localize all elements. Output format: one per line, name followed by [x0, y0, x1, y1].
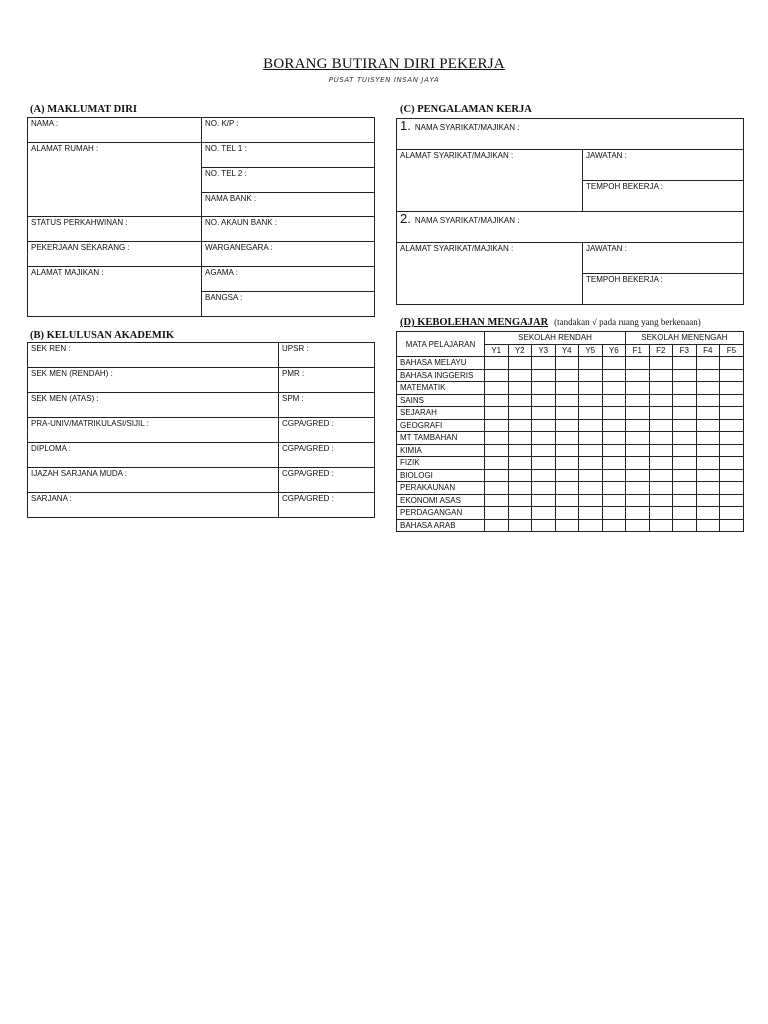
level-header: F4	[696, 344, 720, 357]
tick-cell[interactable]	[532, 394, 556, 407]
tick-cell[interactable]	[696, 394, 720, 407]
tick-cell[interactable]	[720, 394, 744, 407]
entry-1-nama-field[interactable]: 1. NAMA SYARIKAT/MAJIKAN :	[397, 119, 744, 150]
level-header: Y5	[579, 344, 603, 357]
tick-cell[interactable]	[720, 507, 744, 520]
tick-cell[interactable]	[673, 507, 697, 520]
tick-cell[interactable]	[673, 432, 697, 445]
tick-cell[interactable]	[720, 369, 744, 382]
tick-cell[interactable]	[555, 382, 579, 395]
tick-cell[interactable]	[579, 469, 603, 482]
tick-cell[interactable]	[579, 457, 603, 470]
tick-cell[interactable]	[532, 382, 556, 395]
tick-cell[interactable]	[696, 507, 720, 520]
tick-cell[interactable]	[579, 419, 603, 432]
tick-cell[interactable]	[649, 519, 673, 532]
tick-cell[interactable]	[696, 469, 720, 482]
tick-cell[interactable]	[555, 507, 579, 520]
tick-cell[interactable]	[579, 432, 603, 445]
tick-cell[interactable]	[508, 494, 532, 507]
tick-cell[interactable]	[673, 394, 697, 407]
no-tel-2-field[interactable]: NO. TEL 2 :	[202, 168, 375, 193]
tick-cell[interactable]	[579, 369, 603, 382]
tick-cell[interactable]	[555, 394, 579, 407]
tick-cell[interactable]	[720, 519, 744, 532]
subject-row	[397, 407, 744, 420]
tick-cell[interactable]	[555, 519, 579, 532]
level-header: Y6	[602, 344, 626, 357]
subject-name: PERDAGANGAN	[397, 507, 485, 520]
subject-name: BIOLOGI	[397, 469, 485, 482]
tick-cell[interactable]	[485, 469, 509, 482]
tick-cell[interactable]	[649, 482, 673, 495]
tick-cell[interactable]	[720, 469, 744, 482]
tick-cell[interactable]	[720, 494, 744, 507]
subject-row	[397, 382, 744, 395]
subject-row	[397, 369, 744, 382]
tick-cell[interactable]	[579, 357, 603, 370]
tick-cell[interactable]	[720, 432, 744, 445]
tick-cell[interactable]	[720, 419, 744, 432]
qualification-row	[28, 493, 375, 518]
level-header: Y3	[532, 344, 556, 357]
entry-2-nama-field[interactable]: 2. NAMA SYARIKAT/MAJIKAN :	[397, 212, 744, 243]
subject-column-header: MATA PELAJARAN	[397, 332, 485, 357]
entry-1-number: 1.	[400, 118, 411, 133]
tick-cell[interactable]	[720, 444, 744, 457]
qualification-field[interactable]: SEK REN :	[28, 343, 279, 368]
tick-cell[interactable]	[673, 494, 697, 507]
tick-cell[interactable]	[720, 382, 744, 395]
subject-name: PERAKAUNAN	[397, 482, 485, 495]
tick-cell[interactable]	[649, 494, 673, 507]
tick-cell[interactable]	[626, 357, 650, 370]
tick-cell[interactable]	[602, 382, 626, 395]
tick-cell[interactable]	[508, 444, 532, 457]
form-subtitle: PUSAT TUISYEN INSAN JAYA	[328, 76, 440, 84]
tick-cell[interactable]	[696, 419, 720, 432]
tick-cell[interactable]	[555, 457, 579, 470]
tick-cell[interactable]	[508, 419, 532, 432]
tick-cell[interactable]	[555, 357, 579, 370]
qualification-row	[28, 443, 375, 468]
tick-cell[interactable]	[485, 482, 509, 495]
tick-cell[interactable]	[602, 444, 626, 457]
tick-cell[interactable]	[626, 444, 650, 457]
tick-cell[interactable]	[649, 444, 673, 457]
tick-cell[interactable]	[649, 469, 673, 482]
tick-cell[interactable]	[696, 369, 720, 382]
tick-cell[interactable]	[649, 507, 673, 520]
entry-1-tempoh-field[interactable]: TEMPOH BEKERJA :	[583, 181, 744, 212]
tick-cell[interactable]	[649, 457, 673, 470]
tick-cell[interactable]	[720, 457, 744, 470]
section-c-heading: (C) PENGALAMAN KERJA	[400, 104, 532, 115]
form-title: BORANG BUTIRAN DIRI PEKERJA	[263, 56, 505, 72]
warganegara-field[interactable]: WARGANEGARA :	[202, 242, 375, 267]
alamat-majikan-continued[interactable]	[28, 292, 202, 317]
agama-field[interactable]: AGAMA :	[202, 267, 375, 292]
tick-cell[interactable]	[720, 407, 744, 420]
tick-cell[interactable]	[696, 519, 720, 532]
tick-cell[interactable]	[696, 357, 720, 370]
tick-cell[interactable]	[626, 494, 650, 507]
no-kp-field[interactable]: NO. K/P :	[202, 118, 375, 143]
tick-cell[interactable]	[696, 444, 720, 457]
tick-cell[interactable]	[485, 357, 509, 370]
status-perkahwinan-field[interactable]: STATUS PERKAHWINAN :	[28, 217, 202, 242]
tick-cell[interactable]	[555, 444, 579, 457]
entry-1-alamat-field[interactable]: ALAMAT SYARIKAT/MAJIKAN :	[397, 150, 583, 212]
qualification-row	[28, 393, 375, 418]
tick-cell[interactable]	[532, 419, 556, 432]
qualification-field[interactable]: IJAZAH SARJANA MUDA :	[28, 468, 279, 493]
tick-cell[interactable]	[555, 369, 579, 382]
tick-cell[interactable]	[579, 444, 603, 457]
tick-cell[interactable]	[555, 482, 579, 495]
tick-cell[interactable]	[532, 507, 556, 520]
tick-cell[interactable]	[649, 382, 673, 395]
bangsa-field[interactable]: BANGSA :	[202, 292, 375, 317]
subject-row	[397, 482, 744, 495]
subject-name: EKONOMI ASAS	[397, 494, 485, 507]
subject-name: SEJARAH	[397, 407, 485, 420]
tick-cell[interactable]	[602, 419, 626, 432]
tick-cell[interactable]	[626, 369, 650, 382]
result-field[interactable]: CGPA/GRED :	[279, 418, 375, 443]
level-header: F2	[649, 344, 673, 357]
tick-cell[interactable]	[532, 482, 556, 495]
tick-cell[interactable]	[532, 494, 556, 507]
section-b-heading: (B) KELULUSAN AKADEMIK	[30, 330, 175, 341]
tick-cell[interactable]	[673, 482, 697, 495]
tick-cell[interactable]	[673, 457, 697, 470]
tick-cell[interactable]	[555, 469, 579, 482]
result-field[interactable]: CGPA/GRED :	[279, 468, 375, 493]
tick-cell[interactable]	[720, 482, 744, 495]
tick-cell[interactable]	[532, 357, 556, 370]
subject-row	[397, 494, 744, 507]
tick-cell[interactable]	[508, 432, 532, 445]
tick-cell[interactable]	[508, 507, 532, 520]
tick-cell[interactable]	[626, 407, 650, 420]
sekolah-rendah-header: SEKOLAH RENDAH	[485, 332, 626, 345]
tick-cell[interactable]	[673, 469, 697, 482]
subject-row	[397, 432, 744, 445]
subject-name: KIMIA	[397, 444, 485, 457]
sekolah-menengah-header: SEKOLAH MENENGAH	[626, 332, 744, 345]
teaching-ability-table	[396, 331, 744, 532]
tick-cell[interactable]	[508, 457, 532, 470]
tick-cell[interactable]	[649, 407, 673, 420]
level-header: F3	[673, 344, 697, 357]
section-d-note: (tandakan √ pada ruang yang berkenaan)	[554, 317, 701, 327]
qualification-row	[28, 368, 375, 393]
level-header: Y4	[555, 344, 579, 357]
tick-cell[interactable]	[485, 432, 509, 445]
tick-cell[interactable]	[673, 369, 697, 382]
entry-2-tempoh-field[interactable]: TEMPOH BEKERJA :	[583, 274, 744, 305]
alamat-rumah-field[interactable]: ALAMAT RUMAH :	[28, 143, 202, 217]
tick-cell[interactable]	[673, 519, 697, 532]
section-a-heading: (A) MAKLUMAT DIRI	[30, 104, 137, 115]
tick-cell[interactable]	[602, 494, 626, 507]
tick-cell[interactable]	[649, 394, 673, 407]
tick-cell[interactable]	[602, 357, 626, 370]
tick-cell[interactable]	[626, 457, 650, 470]
nama-bank-field[interactable]: NAMA BANK :	[202, 193, 375, 217]
tick-cell[interactable]	[485, 519, 509, 532]
pekerjaan-sekarang-field[interactable]: PEKERJAAN SEKARANG :	[28, 242, 202, 267]
no-akaun-bank-field[interactable]: NO. AKAUN BANK :	[202, 217, 375, 242]
tick-cell[interactable]	[508, 407, 532, 420]
subject-row	[397, 394, 744, 407]
tick-cell[interactable]	[555, 432, 579, 445]
tick-cell[interactable]	[532, 519, 556, 532]
entry-2-number: 2.	[400, 211, 411, 226]
subject-row	[397, 507, 744, 520]
tick-cell[interactable]	[696, 432, 720, 445]
tick-cell[interactable]	[485, 407, 509, 420]
tick-cell[interactable]	[508, 469, 532, 482]
section-b-table	[27, 342, 375, 518]
result-field[interactable]: SPM :	[279, 393, 375, 418]
tick-cell[interactable]	[602, 482, 626, 495]
tick-cell[interactable]	[555, 407, 579, 420]
tick-cell[interactable]	[485, 457, 509, 470]
section-d-heading-wrap	[400, 317, 701, 328]
tick-cell[interactable]	[626, 432, 650, 445]
tick-cell[interactable]	[485, 382, 509, 395]
tick-cell[interactable]	[696, 382, 720, 395]
tick-cell[interactable]	[508, 382, 532, 395]
no-tel-1-field[interactable]: NO. TEL 1 :	[202, 143, 375, 168]
tick-cell[interactable]	[673, 419, 697, 432]
tick-cell[interactable]	[696, 407, 720, 420]
tick-cell[interactable]	[579, 507, 603, 520]
tick-cell[interactable]	[696, 457, 720, 470]
entry-2-alamat-field[interactable]: ALAMAT SYARIKAT/MAJIKAN :	[397, 243, 583, 305]
section-c-table	[396, 118, 744, 305]
subject-name: BAHASA INGGERIS	[397, 369, 485, 382]
level-header: Y2	[508, 344, 532, 357]
tick-cell[interactable]	[696, 482, 720, 495]
subject-row	[397, 444, 744, 457]
alamat-majikan-field[interactable]: ALAMAT MAJIKAN :	[28, 267, 202, 292]
subject-name: FIZIK	[397, 457, 485, 470]
tick-cell[interactable]	[602, 369, 626, 382]
tick-cell[interactable]	[602, 507, 626, 520]
tick-cell[interactable]	[485, 369, 509, 382]
tick-cell[interactable]	[532, 432, 556, 445]
tick-cell[interactable]	[485, 394, 509, 407]
tick-cell[interactable]	[649, 432, 673, 445]
subject-row	[397, 457, 744, 470]
tick-cell[interactable]	[532, 369, 556, 382]
tick-cell[interactable]	[532, 407, 556, 420]
tick-cell[interactable]	[673, 407, 697, 420]
tick-cell[interactable]	[673, 357, 697, 370]
subject-name: MT TAMBAHAN	[397, 432, 485, 445]
tick-cell[interactable]	[508, 369, 532, 382]
qualification-row	[28, 468, 375, 493]
tick-cell[interactable]	[649, 419, 673, 432]
result-field[interactable]: CGPA/GRED :	[279, 443, 375, 468]
tick-cell[interactable]	[626, 419, 650, 432]
tick-cell[interactable]	[555, 419, 579, 432]
tick-cell[interactable]	[720, 357, 744, 370]
tick-cell[interactable]	[532, 457, 556, 470]
subject-name: GEOGRAFI	[397, 419, 485, 432]
result-field[interactable]: PMR :	[279, 368, 375, 393]
subject-name: BAHASA MELAYU	[397, 357, 485, 370]
qualification-field[interactable]: DIPLOMA :	[28, 443, 279, 468]
subject-name: SAINS	[397, 394, 485, 407]
tick-cell[interactable]	[626, 482, 650, 495]
tick-cell[interactable]	[485, 444, 509, 457]
tick-cell[interactable]	[626, 507, 650, 520]
tick-cell[interactable]	[626, 382, 650, 395]
tick-cell[interactable]	[602, 457, 626, 470]
result-field[interactable]: CGPA/GRED :	[279, 493, 375, 518]
tick-cell[interactable]	[602, 469, 626, 482]
tick-cell[interactable]	[485, 507, 509, 520]
tick-cell[interactable]	[579, 407, 603, 420]
level-header: Y1	[485, 344, 509, 357]
tick-cell[interactable]	[649, 369, 673, 382]
nama-field[interactable]: NAMA :	[28, 118, 202, 143]
tick-cell[interactable]	[485, 419, 509, 432]
tick-cell[interactable]	[626, 519, 650, 532]
level-header: F1	[626, 344, 650, 357]
tick-cell[interactable]	[626, 469, 650, 482]
section-a-table	[27, 117, 375, 317]
level-header: F5	[720, 344, 744, 357]
qualification-row	[28, 418, 375, 443]
tick-cell[interactable]	[602, 519, 626, 532]
entry-2-jawatan-field[interactable]: JAWATAN :	[583, 243, 744, 274]
subject-row	[397, 419, 744, 432]
tick-cell[interactable]	[696, 494, 720, 507]
tick-cell[interactable]	[485, 494, 509, 507]
qualification-field[interactable]: SEK MEN (RENDAH) :	[28, 368, 279, 393]
tick-cell[interactable]	[579, 482, 603, 495]
result-field[interactable]: UPSR :	[279, 343, 375, 368]
tick-cell[interactable]	[579, 382, 603, 395]
tick-cell[interactable]	[579, 394, 603, 407]
tick-cell[interactable]	[626, 394, 650, 407]
qualification-field[interactable]: SEK MEN (ATAS) :	[28, 393, 279, 418]
subject-row	[397, 357, 744, 370]
tick-cell[interactable]	[508, 519, 532, 532]
tick-cell[interactable]	[579, 494, 603, 507]
tick-cell[interactable]	[532, 469, 556, 482]
tick-cell[interactable]	[673, 382, 697, 395]
subject-name: MATEMATIK	[397, 382, 485, 395]
qualification-row	[28, 343, 375, 368]
section-d-heading: (D) KEBOLEHAN MENGAJAR	[400, 317, 549, 328]
tick-cell[interactable]	[602, 394, 626, 407]
tick-cell[interactable]	[673, 444, 697, 457]
tick-cell[interactable]	[555, 494, 579, 507]
subject-row	[397, 519, 744, 532]
qualification-field[interactable]: PRA-UNIV/MATRIKULASI/SIJIL :	[28, 418, 279, 443]
tick-cell[interactable]	[579, 519, 603, 532]
tick-cell[interactable]	[602, 432, 626, 445]
entry-1-jawatan-field[interactable]: JAWATAN :	[583, 150, 744, 181]
tick-cell[interactable]	[508, 357, 532, 370]
tick-cell[interactable]	[602, 407, 626, 420]
tick-cell[interactable]	[649, 357, 673, 370]
subject-row	[397, 469, 744, 482]
qualification-field[interactable]: SARJANA :	[28, 493, 279, 518]
tick-cell[interactable]	[532, 444, 556, 457]
tick-cell[interactable]	[508, 482, 532, 495]
tick-cell[interactable]	[508, 394, 532, 407]
subject-name: BAHASA ARAB	[397, 519, 485, 532]
